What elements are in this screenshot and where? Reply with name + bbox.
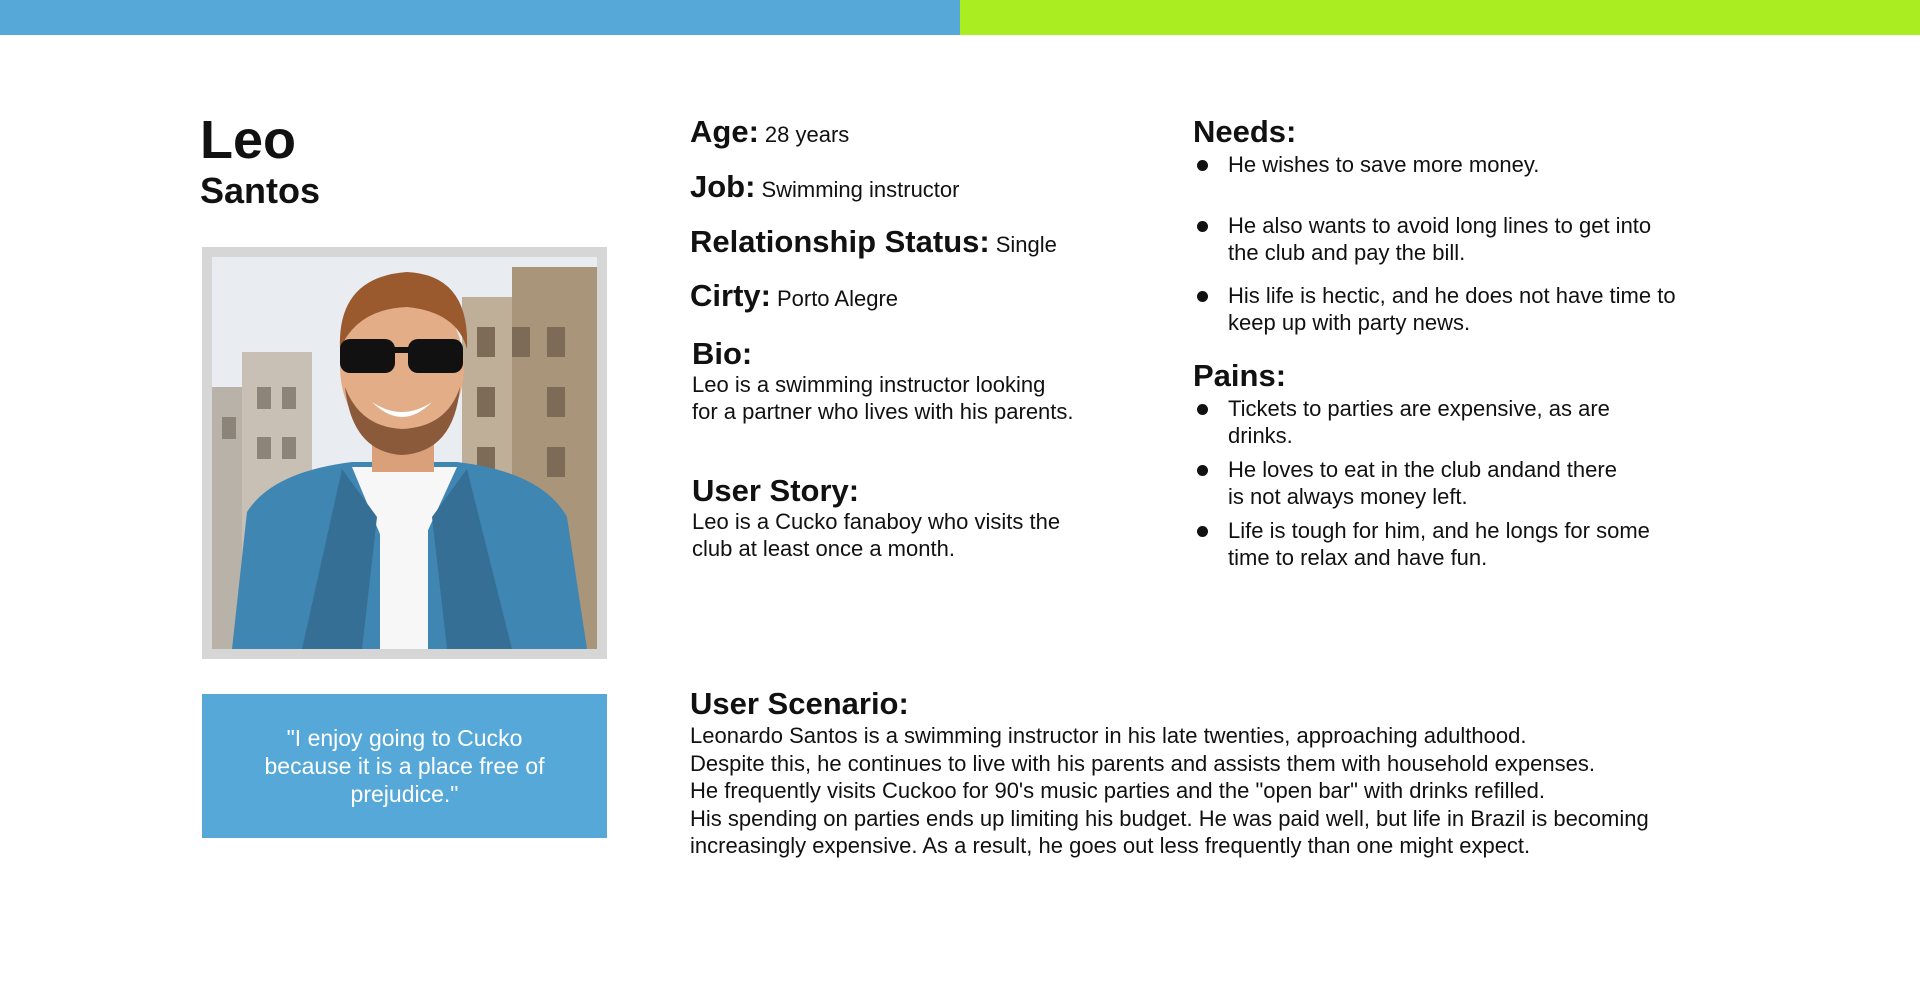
persona-first-name: Leo bbox=[200, 110, 297, 170]
relationship-value: Single bbox=[995, 232, 1057, 257]
user-scenario-heading: User Scenario: bbox=[690, 686, 909, 721]
pains-item bbox=[1193, 395, 1753, 449]
persona-photo-illustration bbox=[212, 257, 597, 649]
user-story-heading: User Story: bbox=[692, 473, 860, 508]
needs-item bbox=[1193, 151, 1753, 178]
bio-section bbox=[692, 337, 1074, 425]
pains-item-text: Life is tough for him, and he longs for some time to relax and have fun. bbox=[1228, 518, 1650, 570]
bio-heading: Bio: bbox=[692, 336, 753, 371]
user-story-text: Leo is a Cucko fanaboy who visits the club at least once a month. bbox=[692, 509, 1061, 561]
bullet-icon bbox=[1197, 160, 1208, 171]
quote-box bbox=[202, 694, 607, 838]
bullet-icon bbox=[1197, 465, 1208, 476]
photo-frame bbox=[202, 247, 607, 659]
top-bar-blue bbox=[0, 0, 960, 35]
user-scenario-section bbox=[690, 686, 1790, 860]
bullet-icon bbox=[1197, 221, 1208, 232]
needs-item-text: His life is hectic, and he does not have time to keep up with party news. bbox=[1228, 283, 1676, 335]
persona-last-name: Santos bbox=[200, 170, 321, 211]
city-value: Porto Alegre bbox=[776, 286, 899, 311]
needs-heading: Needs: bbox=[1193, 114, 1297, 149]
needs-list bbox=[1193, 151, 1753, 336]
persona-photo bbox=[212, 257, 597, 649]
pains-item bbox=[1193, 456, 1753, 510]
top-bar-green bbox=[960, 0, 1920, 35]
job-field bbox=[690, 169, 959, 205]
pains-section bbox=[1193, 359, 1753, 571]
user-scenario-text: Leonardo Santos is a swimming instructor in his late twenties, approaching adulthood. Despite this, he continues to live with his parents and assists them with household expenses. He frequently visits Cuckoo for 90's music parties and the "open bar" with drinks refilled. His spending on parties ends up limiting his budget. He was paid well, but life in Brazil is becoming increasingly expensive. As a result, he goes out less frequently than one might expect. bbox=[690, 723, 1649, 858]
pains-item-text: Tickets to parties are expensive, as are drinks. bbox=[1228, 396, 1610, 448]
pains-list bbox=[1193, 395, 1753, 571]
age-field bbox=[690, 114, 849, 150]
age-value: 28 years bbox=[764, 122, 850, 147]
user-story-section bbox=[692, 474, 1060, 562]
pains-item-text: He loves to eat in the club andand there is not always money left. bbox=[1228, 457, 1617, 509]
city-label: Cirty: bbox=[690, 278, 771, 313]
relationship-field bbox=[690, 224, 1057, 260]
persona-quote: "I enjoy going to Cucko because it is a place free of prejudice." bbox=[264, 725, 545, 807]
bullet-icon bbox=[1197, 291, 1208, 302]
age-label: Age: bbox=[690, 114, 759, 149]
bio-text: Leo is a swimming instructor looking for a partner who lives with his parents. bbox=[692, 372, 1074, 424]
needs-item bbox=[1193, 282, 1753, 336]
relationship-label: Relationship Status: bbox=[690, 224, 990, 259]
job-value: Swimming instructor bbox=[761, 177, 960, 202]
job-label: Job: bbox=[690, 169, 756, 204]
needs-item-text: He also wants to avoid long lines to get into the club and pay the bill. bbox=[1228, 213, 1652, 265]
needs-section bbox=[1193, 115, 1753, 336]
pains-item bbox=[1193, 517, 1753, 571]
city-field bbox=[690, 278, 898, 314]
bullet-icon bbox=[1197, 526, 1208, 537]
needs-item-text: He wishes to save more money. bbox=[1228, 152, 1540, 177]
bullet-icon bbox=[1197, 404, 1208, 415]
pains-heading: Pains: bbox=[1193, 358, 1287, 393]
needs-item bbox=[1193, 212, 1753, 266]
